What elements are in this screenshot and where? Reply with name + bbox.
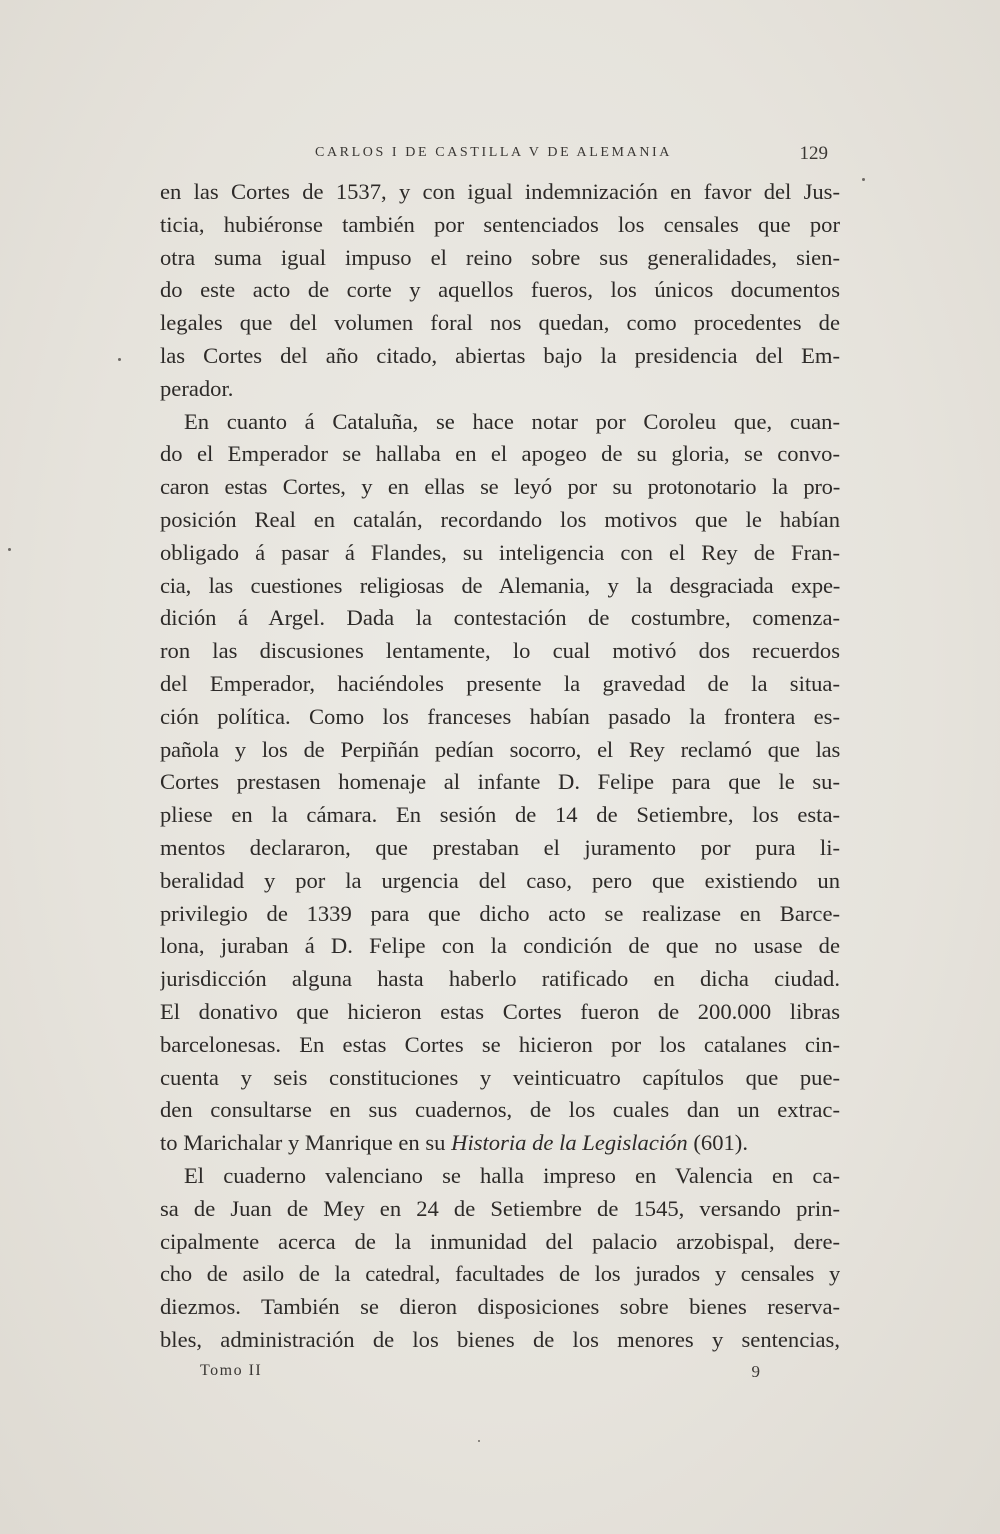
text-line: den consultarse en sus cuadernos, de los cuales dan un extrac- [160, 1097, 840, 1123]
running-title: CARLOS I DE CASTILLA V DE ALEMANIA [315, 145, 672, 160]
signature-mark: 9 [751, 1362, 760, 1381]
page-number: 129 [799, 143, 828, 164]
text-line: ción política. Como los franceses habían pasado la frontera es- [160, 703, 840, 729]
text-line-with-title [160, 1127, 840, 1160]
text-line: beralidad y por la urgencia del caso, pero que existiendo un [160, 867, 840, 893]
text-line: otra suma igual impuso el reino sobre sus generalidades, sien- [160, 244, 840, 270]
text-line: cuenta y seis constituciones y veinticuatro capítulos que pue- [160, 1064, 840, 1090]
text-line: del Emperador, haciéndoles presente la gravedad de la situa- [160, 670, 840, 696]
text-line: obligado á pasar á Flandes, su inteligencia con el Rey de Fran- [160, 539, 840, 565]
text-line: ron las discusiones lentamente, lo cual motivó dos recuerdos [160, 638, 840, 664]
text-line: perador. [160, 375, 234, 401]
text-line: dición á Argel. Dada la contestación de costumbre, comenza- [160, 605, 840, 631]
text-line: caron estas Cortes, y en ellas se leyó por su protonotario la pro- [160, 474, 840, 500]
text-line: ticia, hubiéronse también por sentenciados los censales que por [160, 211, 840, 237]
text-line: jurisdicción alguna hasta haberlo ratificado en dicha ciudad. [160, 966, 840, 992]
text-line: lona, juraban á D. Felipe con la condición de que no usase de [160, 933, 840, 959]
text-line: en las Cortes de 1537, y con igual indemnización en favor del Jus- [160, 179, 840, 204]
paper-speck [118, 358, 121, 361]
text-line: Cortes prestasen homenaje al infante D. Felipe para que le su- [160, 769, 840, 795]
text-line: barcelonesas. En estas Cortes se hicieron por los catalanes cin- [160, 1031, 840, 1057]
text-line: do este acto de corte y aquellos fueros, los únicos documentos [160, 277, 840, 303]
text-line: mentos declararon, que prestaban el juramento por pura li- [160, 834, 840, 860]
paragraph-start: En cuanto á Cataluña, se hace notar por Coroleu que, cuan- [184, 408, 840, 434]
text-line: diezmos. También se dieron disposiciones sobre bienes reserva- [160, 1294, 840, 1320]
volume-label: Tomo II [200, 1362, 263, 1379]
text-line: las Cortes del año citado, abiertas bajo la presidencia del Em- [160, 342, 840, 368]
text-fragment: (601). [687, 1130, 748, 1156]
text-line: posición Real en catalán, recordando los motivos que le habían [160, 506, 840, 532]
text-line: legales que del volumen foral nos quedan, como procedentes de [160, 310, 840, 336]
paper-speck [8, 548, 11, 551]
text-line: pliese en la cámara. En sesión de 14 de Setiembre, los esta- [160, 802, 840, 828]
text-line: sa de Juan de Mey en 24 de Setiembre de 1545, versando prin- [160, 1195, 840, 1221]
paper-speck [478, 1440, 480, 1442]
text-line: cia, las cuestiones religiosas de Alemania, y la desgraciada expe- [160, 572, 840, 598]
text-line: privilegio de 1339 para que dicho acto se realizase en Barce- [160, 900, 840, 926]
paper-speck [862, 178, 865, 181]
paragraph-start: El cuaderno valenciano se halla impreso en Valencia en ca- [184, 1162, 840, 1188]
text-line: El donativo que hicieron estas Cortes fueron de 200.000 libras [160, 998, 840, 1024]
running-head [160, 145, 840, 169]
page-footer [200, 1362, 760, 1386]
text-line: do el Emperador se hallaba en el apogeo de su gloria, se convo- [160, 441, 840, 467]
text-line: pañola y los de Perpiñán pedían socorro, el Rey reclamó que las [160, 736, 840, 762]
text-line: cipalmente acerca de la inmunidad del palacio arzobispal, dere- [160, 1228, 840, 1254]
italic-book-title: Historia de la Legislación [451, 1130, 688, 1156]
text-line: bles, administración de los bienes de los menores y sentencias, [160, 1326, 840, 1352]
text-line: cho de asilo de la catedral, facultades de los jurados y censales y [160, 1261, 840, 1287]
text-fragment: to Marichalar y Manrique en su [160, 1130, 452, 1156]
body-text [160, 176, 840, 1357]
